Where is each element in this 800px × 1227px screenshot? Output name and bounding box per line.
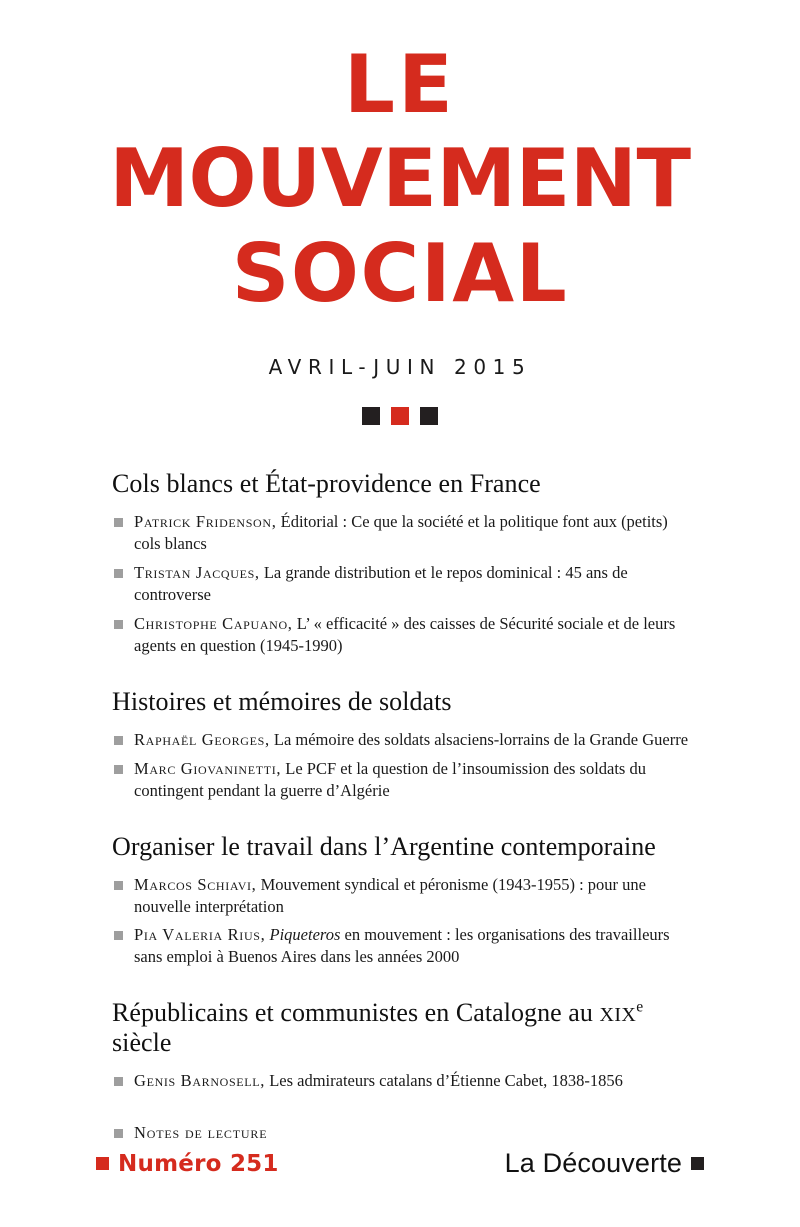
toc-entry[interactable] (112, 1070, 692, 1092)
notes-label: Notes de lecture (134, 1123, 268, 1143)
toc-entry[interactable] (112, 511, 692, 555)
toc-entry[interactable] (112, 758, 692, 802)
square-dark-icon (691, 1157, 704, 1170)
entry-title-italic: Piqueteros (265, 925, 341, 945)
toc-entry-notes[interactable] (112, 1122, 692, 1144)
entry-author: Raphaël Georges, (134, 729, 270, 749)
entry-title: en mouvement : les organisations des travailleurs sans emploi à Buenos Aires dans les années 2000 (134, 925, 670, 967)
square-dark-left (362, 407, 380, 425)
entry-title: Les admirateurs catalans d’Étienne Cabet, 1838-1856 (265, 1071, 623, 1091)
section-title: Organiser le travail dans l’Argentine contemporaine (112, 831, 656, 861)
section-title-prefix: Républicains et communistes en Catalogne au (112, 998, 600, 1028)
entry-author: Patrick Fridenson, (134, 512, 277, 532)
publisher-label: La Découverte (504, 1148, 682, 1178)
entry-author: Marcos Schiavi, (134, 874, 257, 894)
entry-title: Le PCF et la question de l’insoumission des soldats du contingent pendant la guerre d’Algérie (134, 758, 646, 800)
toc-section (112, 687, 692, 802)
section-title-suffix: siècle (112, 1028, 172, 1058)
toc-entry[interactable] (112, 729, 692, 751)
section-title-ordinal: e (636, 998, 644, 1016)
masthead-line-1: LE (343, 38, 457, 131)
issue-number (96, 1151, 279, 1177)
masthead (0, 0, 800, 320)
square-red-icon (96, 1157, 109, 1170)
square-dark-right (420, 407, 438, 425)
section-title-century: XIX (599, 1004, 637, 1027)
entry-title: L’ « efficacité » des caisses de Sécurité sociale et de leurs agents en question (1945-1990) (134, 613, 676, 655)
section-title: Cols blancs et État-providence en France (112, 469, 541, 499)
masthead-line-2: MOUVEMENT (109, 132, 691, 226)
entry-title: Mouvement syndical et péronisme (1943-1955) : pour une nouvelle interprétation (134, 874, 646, 916)
notes-section (112, 1122, 692, 1144)
entry-title: La grande distribution et le repos dominical : 45 ans de controverse (134, 563, 628, 604)
entry-author: Genis Barnosell, (134, 1071, 266, 1091)
toc-entry[interactable] (112, 613, 692, 657)
entry-author: Christophe Capuano, (134, 613, 293, 633)
entry-title: La mémoire des soldats alsaciens-lorrains de la Grande Guerre (269, 729, 689, 749)
table-of-contents (112, 469, 692, 1144)
section-title (112, 998, 692, 1058)
entry-author: Marc Giovaninetti, (134, 758, 282, 778)
toc-entry[interactable] (112, 874, 692, 918)
issue-number-label: Numéro 251 (118, 1150, 279, 1177)
toc-section (112, 832, 692, 969)
entry-title: Éditorial : Ce que la société et la politique font aux (petits) cols blancs (134, 512, 668, 554)
entry-author: Pia Valeria Rius, (134, 925, 266, 945)
cover-footer (0, 1148, 800, 1179)
entry-author: Tristan Jacques, (134, 563, 260, 583)
publisher (505, 1148, 704, 1179)
square-red-center (391, 407, 409, 425)
toc-entry[interactable] (112, 924, 692, 968)
section-title: Histoires et mémoires de soldats (112, 686, 452, 716)
toc-section (112, 469, 692, 657)
decorative-square-rule (362, 407, 438, 425)
issue-date: AVRIL-JUIN 2015 (268, 355, 532, 380)
toc-entry[interactable] (112, 562, 692, 606)
toc-section (112, 998, 692, 1092)
masthead-line-3: SOCIAL (231, 226, 569, 320)
